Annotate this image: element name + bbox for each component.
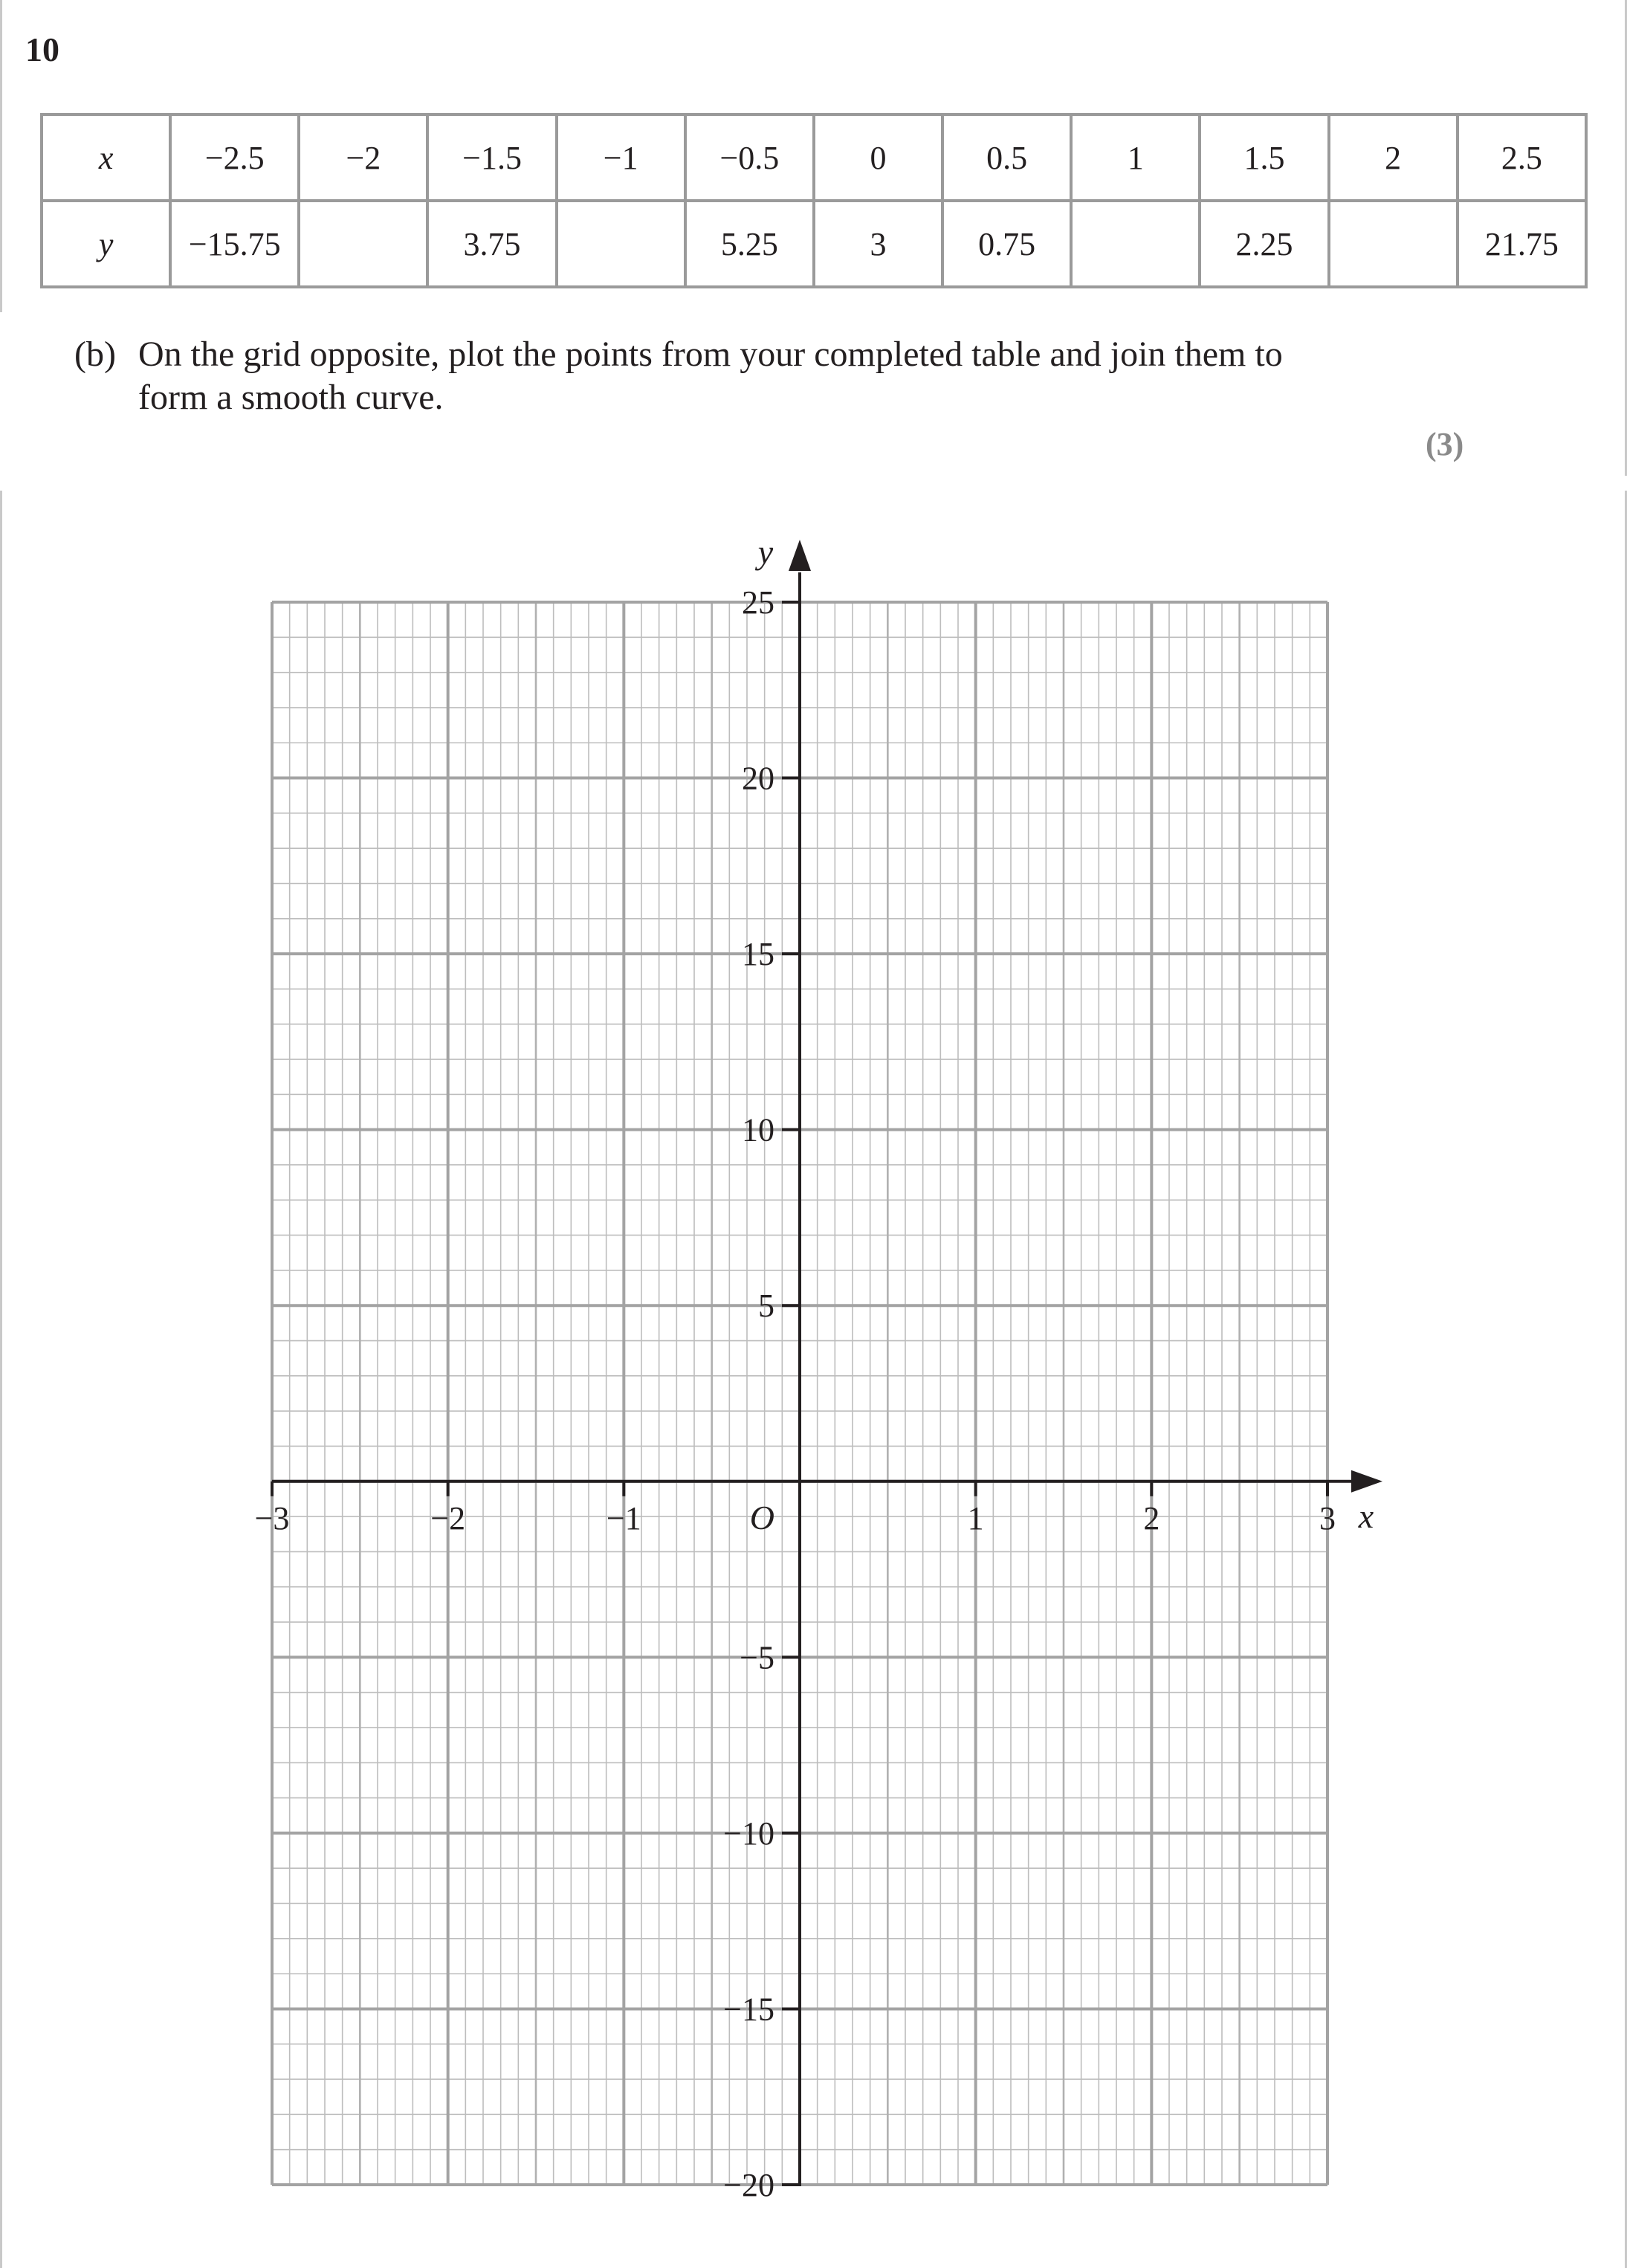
table-cell-x: −2.5 [170, 114, 299, 201]
table-cell-x: −1 [557, 114, 685, 201]
table-cell-x: 2 [1329, 114, 1458, 201]
y-tick-label: 15 [742, 936, 774, 973]
x-tick-label: −2 [430, 1499, 466, 1537]
table-cell-x: −2 [299, 114, 427, 201]
axis-labels [255, 533, 1374, 2203]
axes [272, 540, 1382, 2186]
table-cell-y: 5.25 [685, 201, 814, 287]
x-tick-label: −1 [606, 1499, 641, 1537]
x-tick-label: 1 [967, 1499, 984, 1537]
part-b-text-line1: On the grid opposite, plot the points from your completed table and join them to [138, 335, 1283, 374]
x-axis-label: x [1358, 1496, 1374, 1535]
y-tick-label: 20 [742, 760, 774, 797]
x-tick-label: 3 [1319, 1499, 1336, 1537]
x-axis-arrow [1351, 1470, 1382, 1493]
y-tick-label: 5 [758, 1288, 774, 1325]
origin-label: O [749, 1498, 774, 1537]
y-tick-label: −5 [740, 1639, 774, 1676]
table-cell-x: 1.5 [1200, 114, 1328, 201]
table-cell-x: 0.5 [942, 114, 1071, 201]
y-axis-label: y [757, 533, 774, 571]
y-tick-label: 25 [742, 584, 774, 621]
y-tick-label: −15 [723, 1991, 774, 2028]
y-tick-label: 10 [742, 1111, 774, 1148]
table-cell-y: 21.75 [1458, 201, 1586, 287]
y-tick-label: −20 [723, 2167, 774, 2203]
table-cell-y: 2.25 [1200, 201, 1328, 287]
table-cell-x: 0 [814, 114, 942, 201]
x-tick-label: −3 [254, 1499, 290, 1537]
marks-label: (3) [1426, 426, 1464, 462]
table-cell-y: 3 [814, 201, 942, 287]
table-cell-y: 0.75 [942, 201, 1071, 287]
table-cell-x: −1.5 [427, 114, 556, 201]
part-b-label: (b) [74, 335, 116, 374]
question-number: 10 [25, 30, 59, 68]
table-header-y: y [42, 201, 170, 287]
table-cell-y: −15.75 [170, 201, 299, 287]
table-cell-x: 1 [1071, 114, 1200, 201]
table-cell-x: 2.5 [1458, 114, 1586, 201]
table-cell-y: 3.75 [427, 201, 556, 287]
part-b-text-line2: form a smooth curve. [138, 378, 444, 417]
y-axis-arrow [789, 540, 811, 571]
x-tick-label: 2 [1143, 1499, 1160, 1537]
table-cell-x: −0.5 [685, 114, 814, 201]
y-tick-label: −10 [723, 1815, 774, 1852]
table-header-x: x [42, 114, 170, 201]
